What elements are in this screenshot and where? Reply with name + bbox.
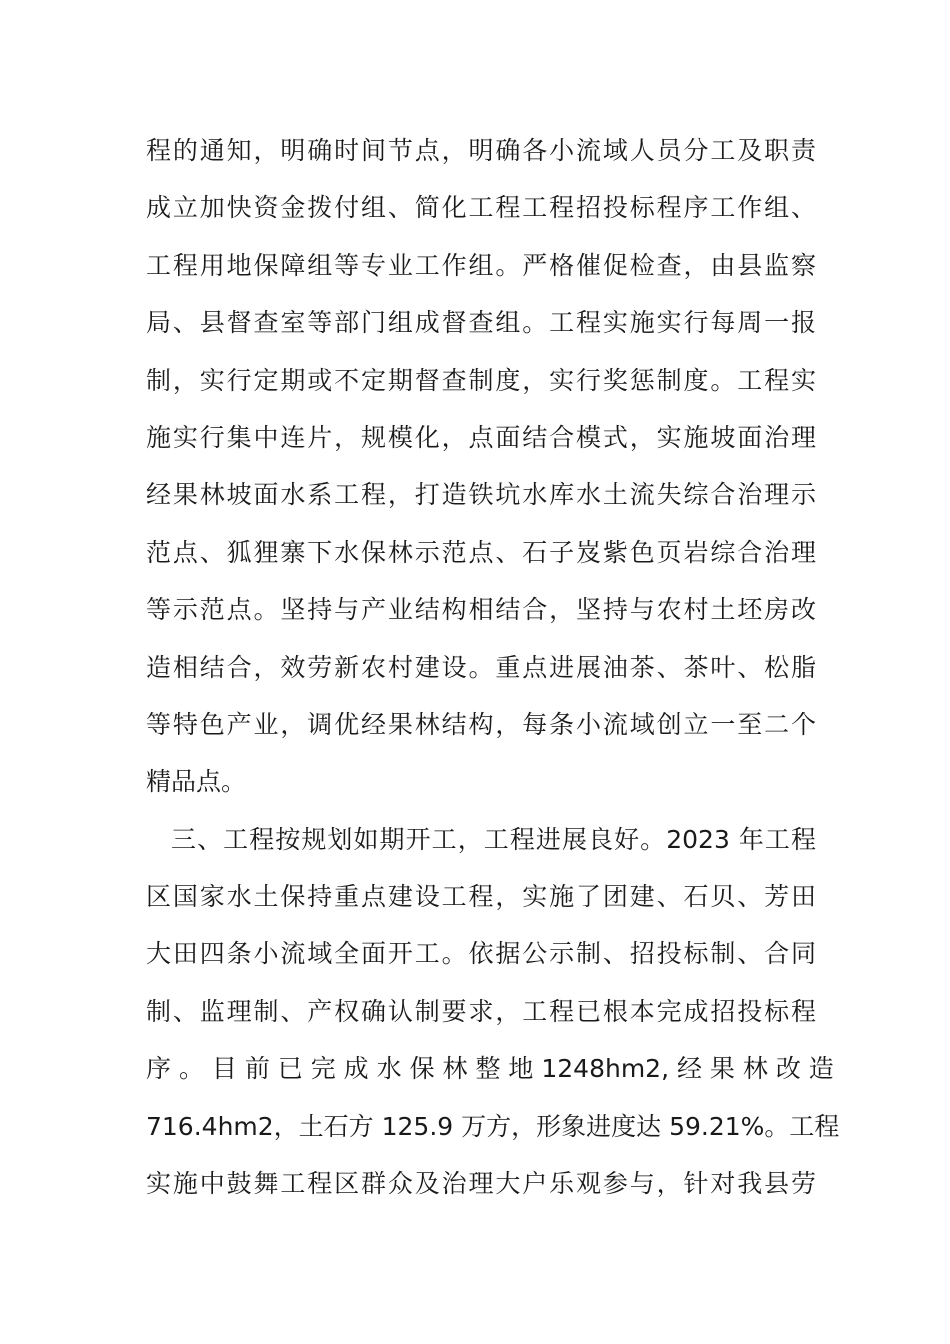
text-line: 造相结合，效劳新农村建设。重点进展油茶、茶叶、松脂 (146, 652, 816, 682)
text-line: 工程用地保障组等专业工作组。严格催促检查，由县监察 (146, 250, 816, 280)
text-line: 精品点。 (146, 767, 247, 797)
text-line: 实施中鼓舞工程区群众及治理大户乐观参与，针对我县劳 (146, 1169, 816, 1199)
text-line: 施实行集中连片，规模化，点面结合模式，实施坡面治理 (146, 422, 816, 452)
text-line: 大田四条小流域全面开工。依据公示制、招投标制、合同 (146, 939, 816, 969)
text-line: 716.4hm2，土石方 125.9 万方，形象进度达 59.21%。工程 (146, 1111, 840, 1141)
text-line: 程的通知，明确时间节点，明确各小流域人员分工及职责 (146, 136, 816, 165)
text-line: 等特色产业，调优经果林结构，每条小流域创立一至二个 (146, 709, 816, 739)
text-line: 三、工程按规划如期开工，工程进展良好。2023 年工程 (171, 824, 816, 854)
text-line: 制、监理制、产权确认制要求，工程已根本完成招投标程 (146, 996, 816, 1026)
text-line: 区国家水土保持重点建设工程，实施了团建、石贝、芳田 (146, 882, 816, 912)
text-line: 范点、狐狸寨下水保林示范点、石子岌紫色页岩综合治理 (146, 537, 816, 567)
text-line: 局、县督查室等部门组成督查组。工程实施实行每周一报 (146, 308, 816, 338)
text-line: 成立加快资金拨付组、简化工程工程招投标程序工作组、 (146, 193, 816, 223)
text-line: 经果林坡面水系工程，打造铁坑水库水土流失综合治理示 (146, 480, 816, 510)
body-text (146, 122, 840, 1212)
text-line: 序 。 目 前 已 完 成 水 保 林 整 地 1248hm2, 经 果 林 改 造 (146, 1054, 834, 1084)
text-line: 制，实行定期或不定期督查制度，实行奖惩制度。工程实 (146, 365, 816, 395)
text-line: 等示范点。坚持与产业结构相结合，坚持与农村土坯房改 (146, 595, 816, 625)
